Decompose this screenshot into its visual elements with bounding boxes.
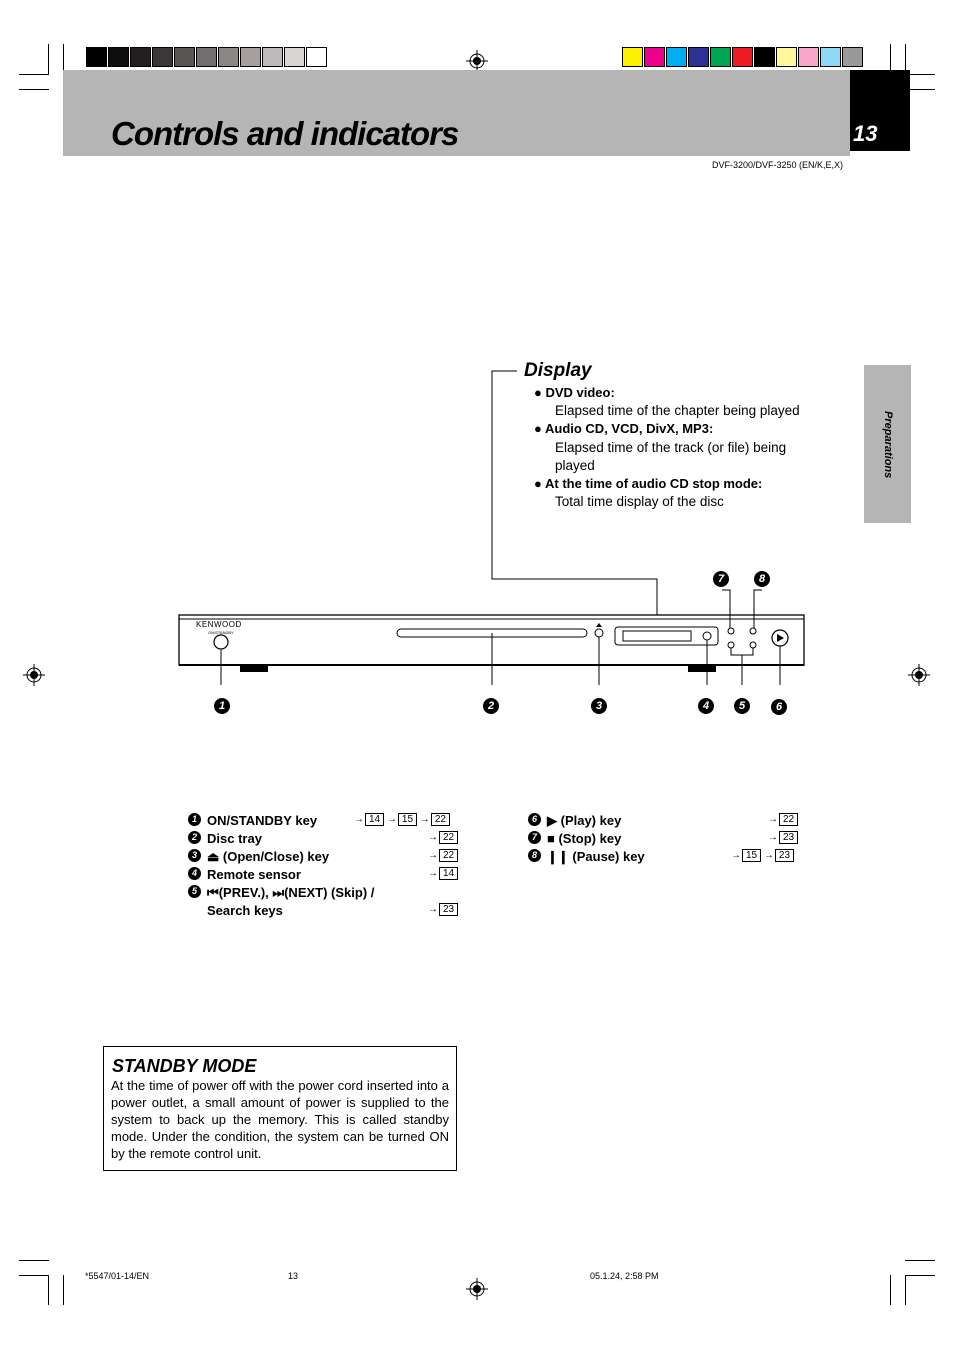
- page-title: Controls and indicators: [111, 115, 459, 152]
- color-swatch: [152, 47, 173, 67]
- brand-logo: KENWOOD: [196, 620, 242, 629]
- key-number: 4: [188, 867, 201, 880]
- dvd-player-illustration: [170, 365, 820, 685]
- page-ref: → 14 → 15 → 22: [354, 813, 450, 826]
- page-ref: → 23: [768, 831, 798, 844]
- key-number: 5: [188, 885, 201, 898]
- crop-mark: [19, 1260, 49, 1261]
- crop-mark: [19, 89, 49, 90]
- color-swatch: [820, 47, 841, 67]
- key-label: ⏏ (Open/Close) key: [207, 849, 330, 864]
- crop-mark: [905, 1275, 906, 1305]
- callout-1: 1: [214, 698, 230, 714]
- key-label: ON/STANDBY key: [207, 813, 318, 828]
- display-item-title: ● DVD video:: [534, 385, 615, 400]
- registration-mark-icon: [466, 50, 488, 72]
- color-swatch: [306, 47, 327, 67]
- key-number: 2: [188, 831, 201, 844]
- page-ref: → 22: [768, 813, 798, 826]
- color-swatch: [240, 47, 261, 67]
- color-swatch: [622, 47, 643, 67]
- crop-mark: [19, 1275, 49, 1276]
- color-swatch: [86, 47, 107, 67]
- color-swatch: [130, 47, 151, 67]
- key-label: ▶ (Play) key: [547, 813, 622, 828]
- key-label: Search keys: [207, 903, 283, 918]
- key-label: ⏮(PREV.), ⏭(NEXT) (Skip) /: [207, 885, 375, 900]
- side-tab-label-wrap: [866, 380, 910, 510]
- footer-date: 05.1.24, 2:58 PM: [590, 1271, 659, 1281]
- display-heading: Display: [524, 360, 592, 381]
- color-swatch: [196, 47, 217, 67]
- page-ref: → 22: [428, 849, 458, 862]
- display-item-desc: played: [555, 458, 595, 473]
- page-number: 13: [853, 121, 878, 146]
- key-number: 3: [188, 849, 201, 862]
- page-ref: → 15 → 23: [731, 849, 794, 862]
- display-item-desc: Elapsed time of the track (or file) being: [555, 440, 787, 455]
- color-swatch: [284, 47, 305, 67]
- callout-3: 3: [591, 698, 607, 714]
- color-swatch: [108, 47, 129, 67]
- color-swatch: [218, 47, 239, 67]
- registration-mark-icon: [23, 664, 45, 686]
- color-swatch: [174, 47, 195, 67]
- crop-mark: [905, 1260, 935, 1261]
- crop-mark: [48, 1275, 49, 1305]
- color-swatch: [732, 47, 753, 67]
- display-item-title: ● Audio CD, VCD, DivX, MP3:: [534, 421, 714, 436]
- model-number: DVF-3200/DVF-3250 (EN/K,E,X): [712, 160, 844, 170]
- color-swatch: [644, 47, 665, 67]
- side-tab-label: Preparations: [882, 411, 894, 479]
- display-item-title: ● At the time of audio CD stop mode:: [534, 476, 763, 491]
- display-item-desc: Elapsed time of the chapter being played: [555, 403, 800, 418]
- color-swatch: [798, 47, 819, 67]
- standby-title: STANDBY MODE: [112, 1056, 257, 1076]
- color-swatch: [666, 47, 687, 67]
- page-ref: → 14: [428, 867, 458, 880]
- callout-5: 5: [734, 698, 750, 714]
- crop-mark: [19, 74, 49, 75]
- key-number: 7: [528, 831, 541, 844]
- crop-mark: [63, 1275, 64, 1305]
- footer-page: 13: [288, 1271, 299, 1281]
- key-number: 6: [528, 813, 541, 826]
- color-swatch: [262, 47, 283, 67]
- callout-2: 2: [483, 698, 499, 714]
- key-label: ❙❙ (Pause) key: [547, 849, 645, 864]
- standby-text: At the time of power off with the power cord inserted into a power outlet, a small amount of power is supplied to the system to back up the memory. This is called standby mode. Under the condition, the system can be turned ON by the remote control unit.: [111, 1078, 449, 1161]
- key-label: Disc tray: [207, 831, 262, 846]
- callout-8: 8: [754, 571, 770, 587]
- crop-mark: [905, 1275, 935, 1276]
- key-number: 8: [528, 849, 541, 862]
- key-label: Remote sensor: [207, 867, 301, 882]
- registration-mark-icon: [466, 1278, 488, 1300]
- power-label: ON/STANDBY: [208, 630, 234, 635]
- display-item-desc: Total time display of the disc: [555, 494, 724, 509]
- page-ref: → 23: [428, 903, 458, 916]
- color-swatch: [754, 47, 775, 67]
- footer-code: *5547/01-14/EN: [85, 1271, 150, 1281]
- registration-mark-icon: [908, 664, 930, 686]
- key-label: ■ (Stop) key: [547, 831, 622, 846]
- color-swatch: [710, 47, 731, 67]
- page-ref: → 22: [428, 831, 458, 844]
- crop-mark: [890, 1275, 891, 1305]
- color-swatch: [688, 47, 709, 67]
- callout-6: 6: [771, 699, 787, 715]
- crop-mark: [48, 44, 49, 74]
- color-swatch: [776, 47, 797, 67]
- callout-4: 4: [698, 698, 714, 714]
- callout-7: 7: [713, 571, 729, 587]
- color-swatch: [842, 47, 863, 67]
- key-number: 1: [188, 813, 201, 826]
